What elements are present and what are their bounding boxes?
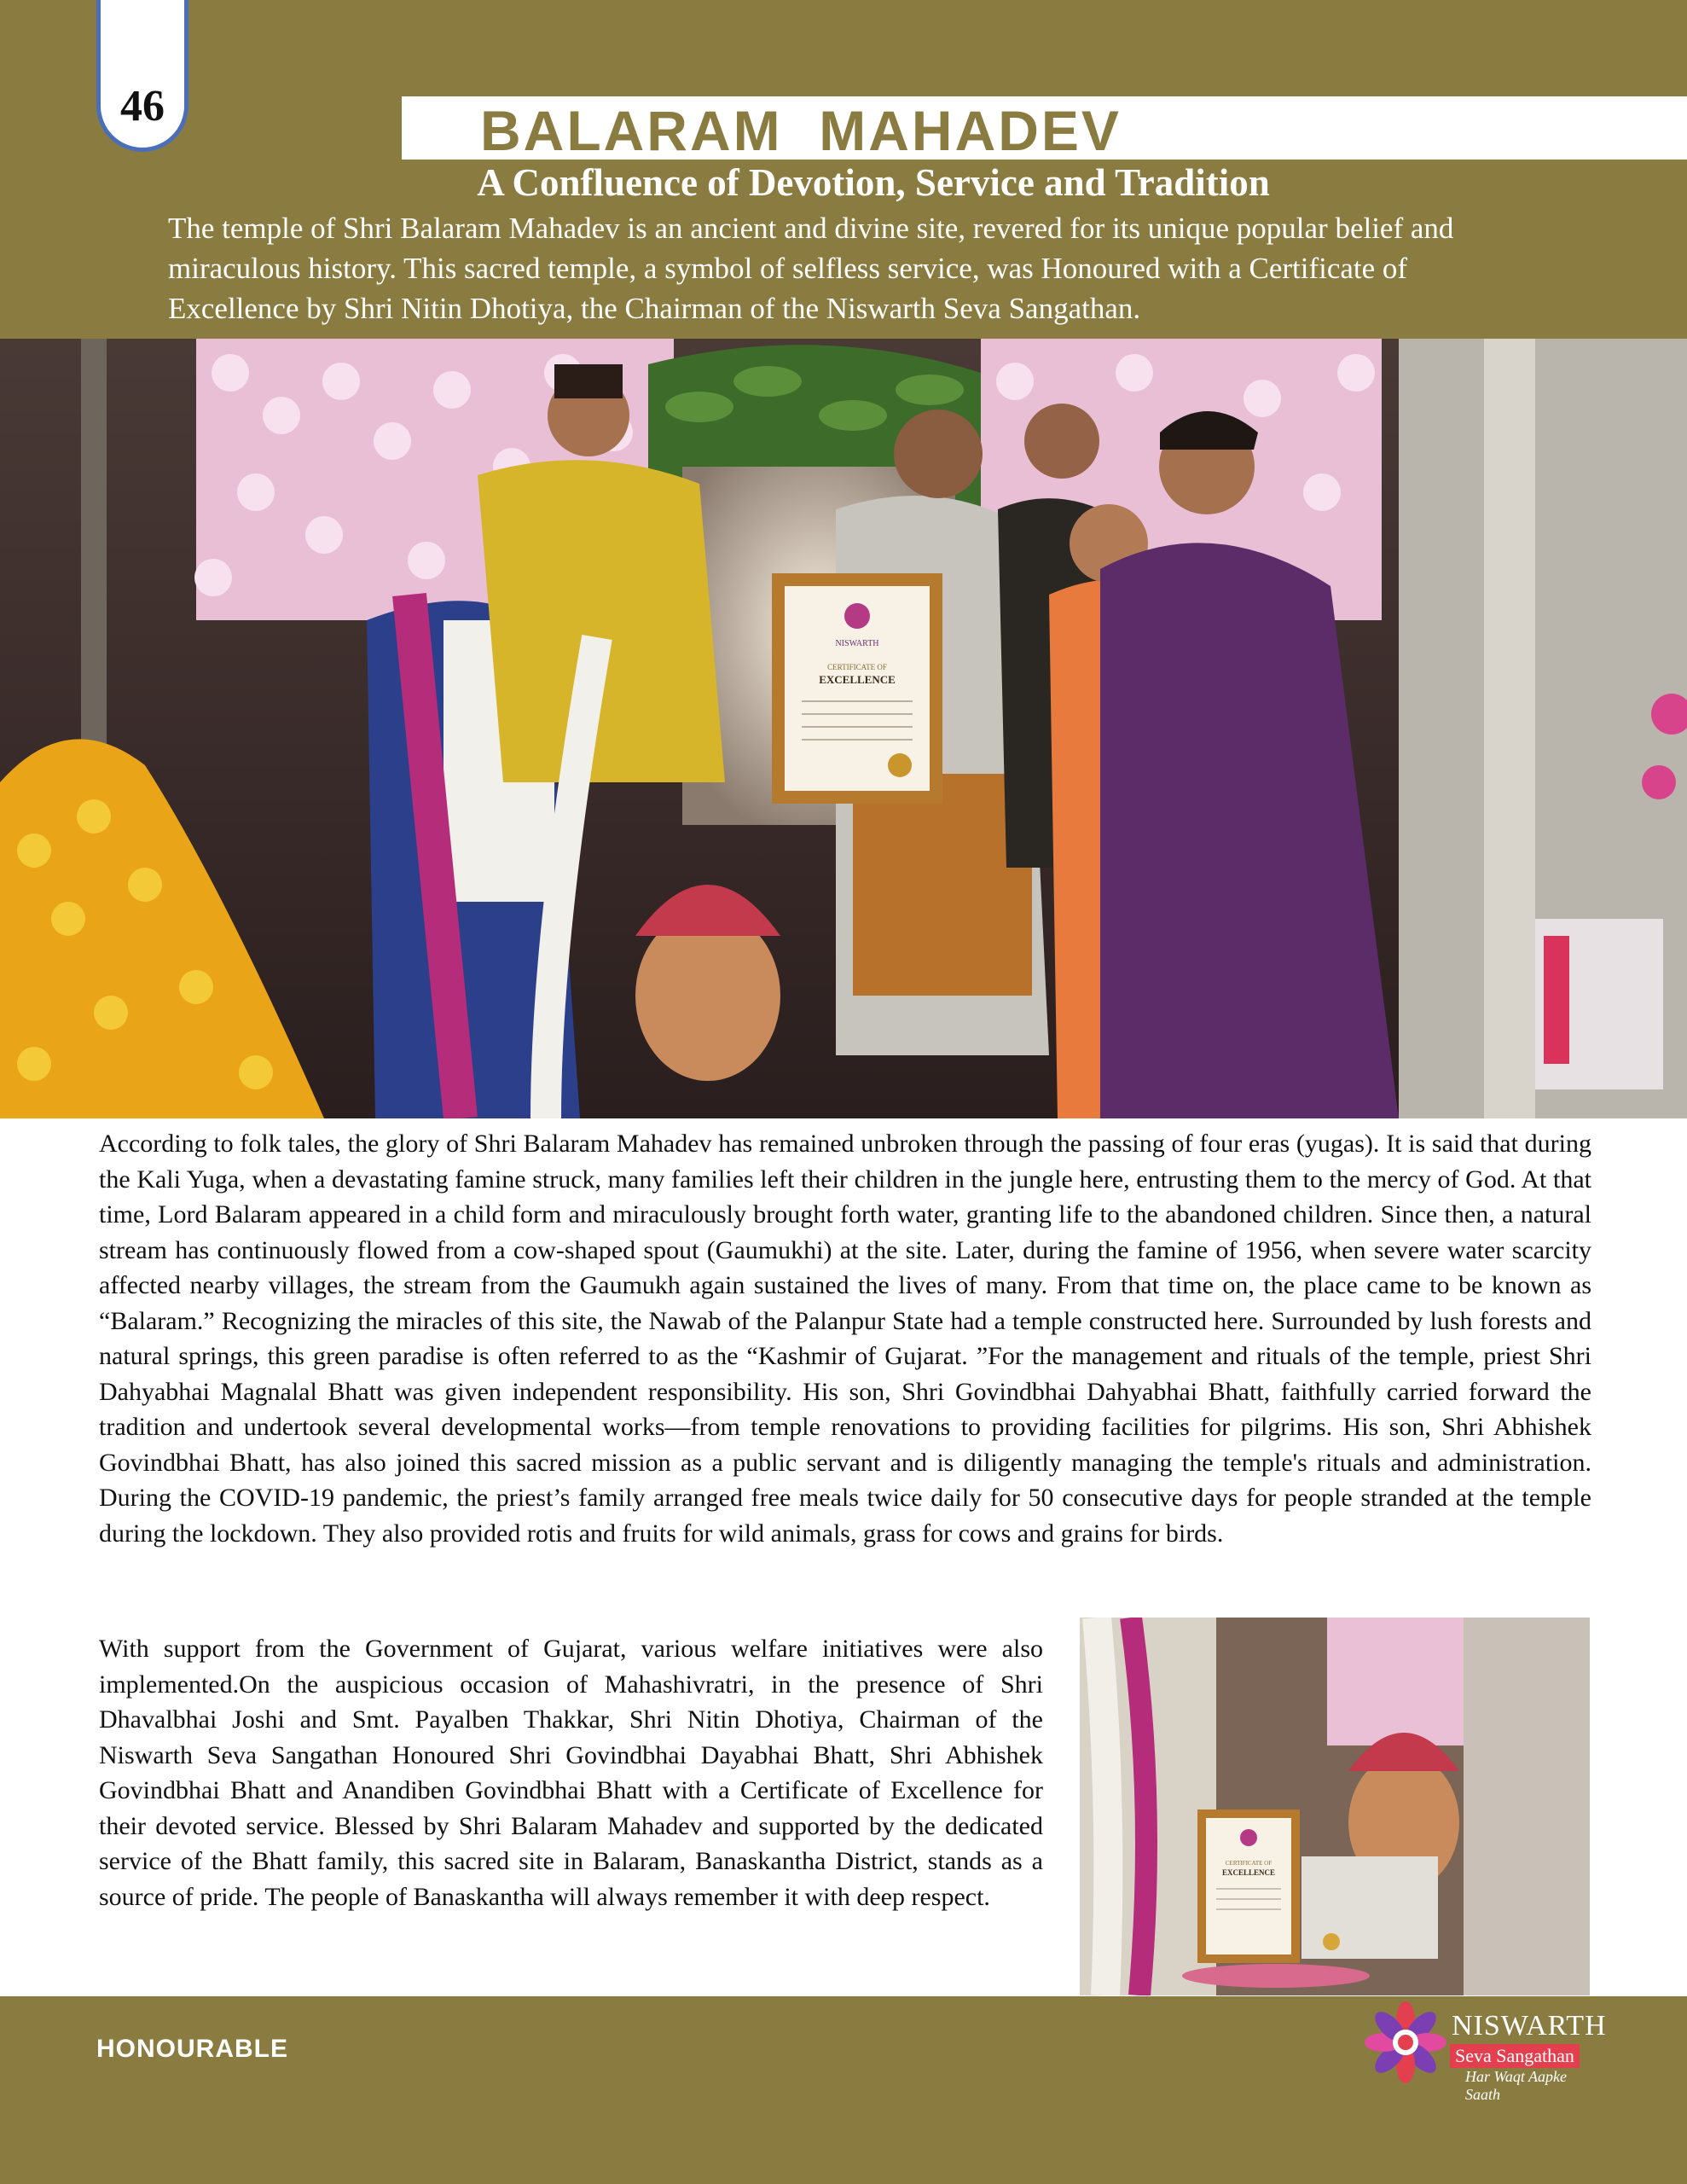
niswarth-logo [1363,1996,1607,2103]
temple-certificate-photo [1080,1618,1590,1995]
intro-paragraph: The temple of Shri Balaram Mahadev is an ancient and divine site, revered for its unique popular belief and miraculous history. This sacred temple, a symbol of selfless service, was Honoured with a Certificate of Excellence by Shri Nitin Dhotiya, the Chairman of the Niswarth Seva Sangathan. [168,212,1454,325]
certificate-org-text: NISWARTH [835,639,879,648]
certificate-title-text: CERTIFICATE OF [827,663,887,671]
logo-subtitle: Seva Sangathan [1450,2044,1580,2068]
certificate-heading-text: EXCELLENCE [819,673,896,686]
page-subtitle: A Confluence of Devotion, Service and Tradition [477,161,1270,204]
logo-tagline: Har Waqt Aapke Saath [1465,2068,1567,2103]
logo-name: NISWARTH [1452,2010,1607,2042]
small-certificate-heading: EXCELLENCE [1221,1868,1276,1877]
footer-section-label: HONOURABLE [96,2035,288,2063]
body-paragraph-1: According to folk tales, the glory of Shri Balaram Mahadev has remained unbroken through the passing of four eras (yugas). It is said that during the Kali Yuga, when a devastating famine struck, many families left their children in the jungle here, entrusting them to the mercy of God. At that time, Lord Balaram appeared in a child form and miraculously brought forth water, granting life to the abandoned children. Since then, a natural stream has continuously flowed from a cow-shaped spout (Gaumukhi) at the site. Later, during the famine of 1956, when severe water scarcity affected nearby villages, the stream from the Gaumukh again sustained the lives of many. From that time on, the place came to be known as “Balaram.” Recognizing the miracles of this site, the Nawab of the Palanpur State had a temple constructed here. Surrounded by lush forests and natural springs, this green paradise is often referred to as the “Kashmir of Gujarat. ”For the management and rituals of the temple, priest Shri Dahyabhai Magnalal Bhatt was given independent responsibility. His son, Shri Govindbhai Dahyabhai Bhatt, faithfully carried forward the tradition and undertook several developmental works—from temple renovations to providing facilities for pilgrims. His son, Shri Abhishek Govindbhai Bhatt, has also joined this sacred mission as a public servant and is diligently managing the temple's rituals and administration. During the COVID-19 pandemic, the priest’s family arranged free meals twice daily for 50 consecutive days for people stranded at the temple during the lockdown. They also provided rotis and fruits for wild animals, grass for cows and grains for birds. [99,1130,1591,1548]
page-number-tab [96,0,188,152]
lotus-icon [1363,2000,1448,2085]
title-bar [402,96,1687,160]
ceremony-photo [0,339,1687,1118]
page-title: BALARAM MAHADEV [480,99,1122,162]
body-paragraph-2: With support from the Government of Gujarat, various welfare initiatives were also implemented.On the auspicious occasion of Mahashivratri, in the presence of Shri Dhavalbhai Joshi and Smt. Payalben Thakkar, Shri Nitin Dhotiya, Chairman of the Niswarth Seva Sangathan Honoured Shri Govindbhai Dayabhai Bhatt, Shri Abhishek Govindbhai Bhatt and Anandiben Govindbhai Bhatt with a Certificate of Excellence for their devoted service. Blessed by Shri Balaram Mahadev and supported by the dedicated service of the Bhatt family, this sacred site in Balaram, Banaskantha District, stands as a source of pride. The people of Banaskantha will always remember it with deep respect. [99,1635,1043,1911]
small-certificate-title: CERTIFICATE OF [1225,1860,1272,1867]
page-number: 46 [120,82,165,131]
